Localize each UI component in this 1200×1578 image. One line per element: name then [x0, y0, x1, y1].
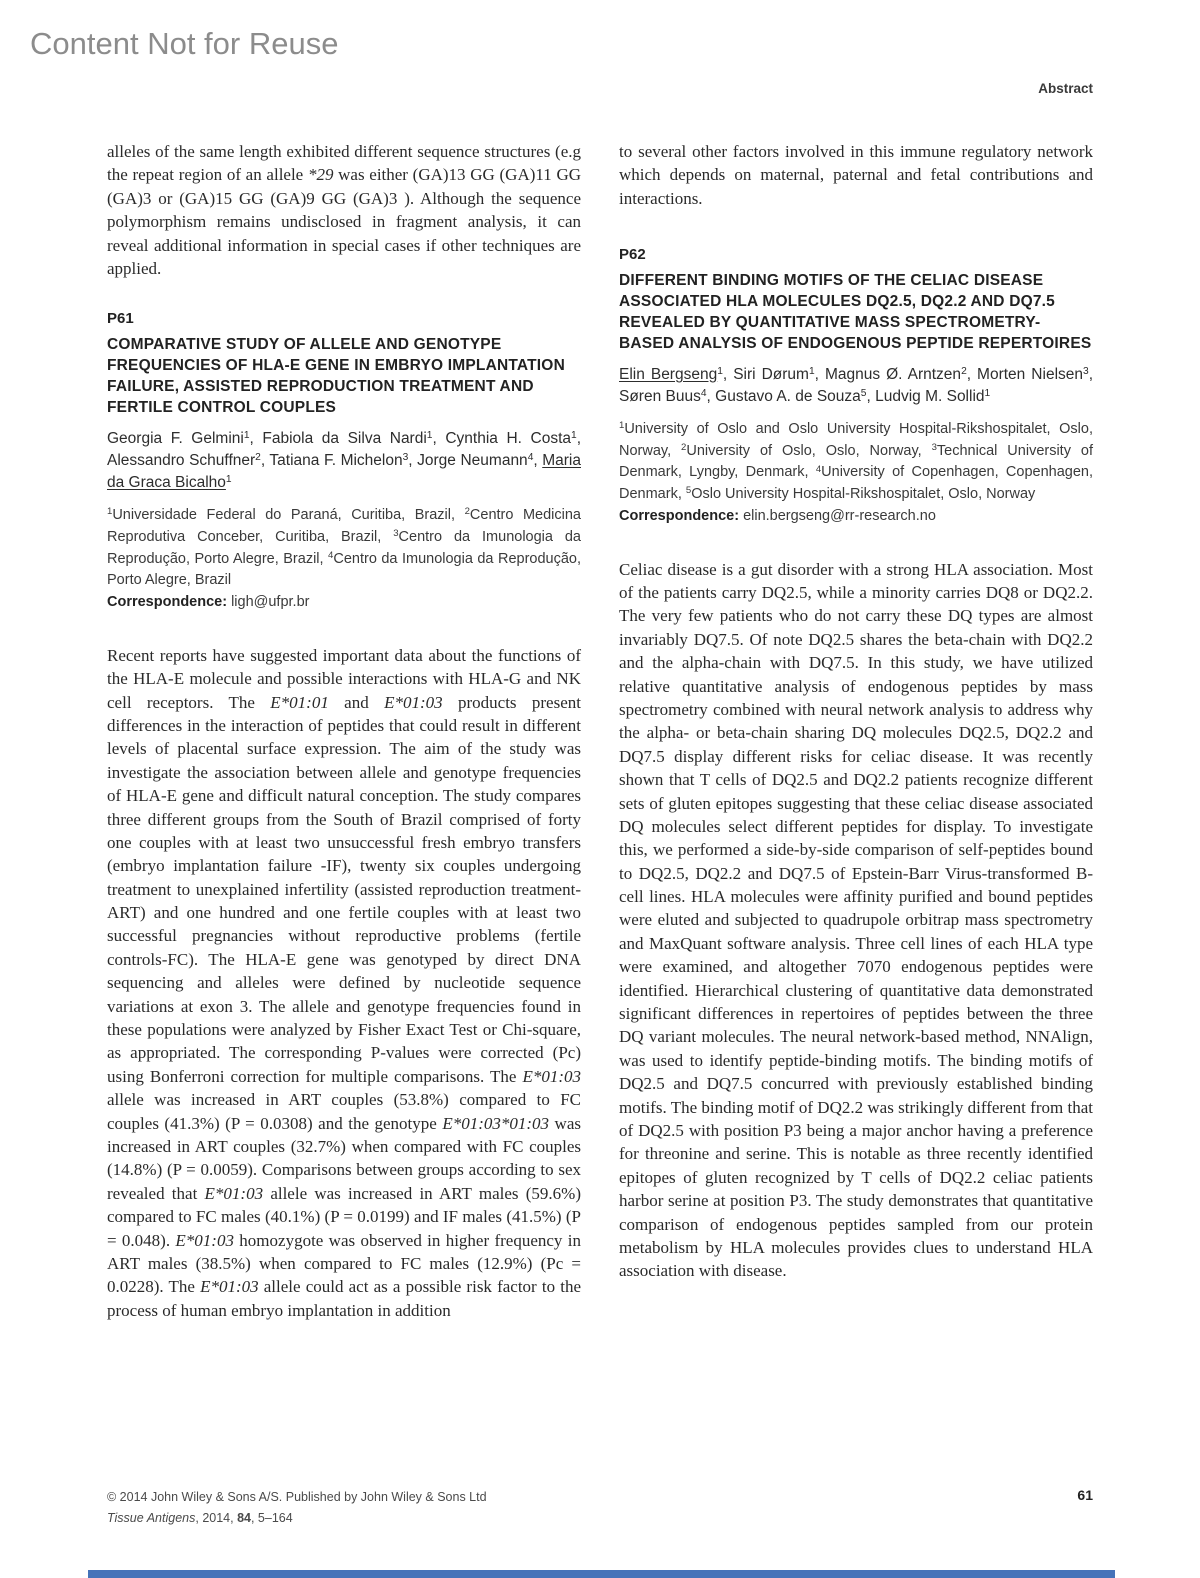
previous-abstract-continuation: alleles of the same length exhibited different sequence structures (e.g the repeat region of an allele *29 was either (GA)13 GG (GA)11 GG (GA)3 or (GA)15 GG (GA)9 GG (GA)3 ). Although the sequence polymorphism remains undisclosed in fragment analysis, it can reveal additional information in special cases if other techniques are applied. [107, 142, 581, 278]
correspondence-email: elin.bergseng@rr-research.no [743, 507, 936, 524]
footer-journal-reference: Tissue Antigens, 2014, 84, 5–164 [107, 1510, 293, 1525]
footer-copyright: © 2014 John Wiley & Sons A/S. Published by John Wiley & Sons Ltd [107, 1490, 487, 1504]
abstract-p62-authors: Elin Bergseng$^1$, Siri Dørum$^1$, Magnus Ø. Arntzen$^2$, Morten Nielsen$^3$, Søren Buus$^4$, Gustavo A. de Souza$^5$, Ludvig M. Sollid$^1$ [619, 365, 1094, 405]
correspondence-email: ligh@ufpr.br [231, 594, 310, 611]
abstract-p61-correspondence [107, 592, 581, 614]
bottom-accent-bar [88, 1570, 1115, 1578]
footer [107, 1487, 487, 1528]
abstract-p62-correspondence [619, 506, 1093, 528]
right-column [619, 140, 1093, 1283]
abstract-p61-affiliations: $^1$Universidade Federal do Paraná, Curitiba, Brazil, $^2$Centro Medicina Reprodutiva Conceber, Curitiba, Brazil, $^3$Centro da Imunologia da Reprodução, Porto Alegre, Brazil, $^4$Centro da Imunologia da Reprodução, Porto Alegre, Brazil [107, 506, 582, 589]
abstract-p62-title: DIFFERENT BINDING MOTIFS OF THE CELIAC DISEASE ASSOCIATED HLA MOLECULES DQ2.5, DQ2.2 AND DQ7.5 REVEALED BY QUANTITATIVE MASS SPECTROMETRY-BASED ANALYSIS OF ENDOGENOUS PEPTIDE REPERTOIRES [619, 272, 1092, 352]
watermark-text: Content Not for Reuse [30, 26, 339, 61]
page-number: 61 [1077, 1487, 1093, 1503]
abstract-p61-continuation: to several other factors involved in this immune regulatory network which depends on maternal, paternal and fetal contributions and interactions. [619, 142, 1093, 208]
correspondence-label: Correspondence: [107, 594, 228, 611]
abstract-p62-id: P62 [619, 246, 646, 264]
abstract-p62-affiliations: $^1$University of Oslo and Oslo University Hospital-Rikshospitalet, Oslo, Norway, $^2$University of Oslo, Oslo, Norway, $^3$Technical University of Denmark, Lyngby, Denmark, $^4$University of Copenhagen, Copenhagen, Denmark, $^5$Oslo University Hospital-Rikshospitalet, Oslo, Norway [619, 420, 1093, 503]
correspondence-label: Correspondence: [619, 507, 740, 524]
running-head-abstract: Abstract [1038, 81, 1093, 96]
abstract-p61-id: P61 [107, 310, 134, 328]
abstract-p61-body: Recent reports have suggested important data about the functions of the HLA-E molecule and possible interactions with HLA-G and NK cell receptors. The E*01:01 and E*01:03 products present differences in the interaction of peptides that could result in different levels of placental surface expression. The aim of the study was investigate the association between allele and genotype frequencies of HLA-E gene and difficult natural conception. The study compares three different groups from the South of Brazil comprised of forty one couples with at least two unsuccessful fresh embryo transfers (embryo implantation failure -IF), twenty six couples undergoing treatment to unexplained infertility (assisted reproduction treatment-ART) and one hundred and one fertile couples with at least two successful pregnancies without reproductive problems (fertile controls-FC). The HLA-E gene was genotyped by direct DNA sequencing and alleles were defined by nucleotide sequence variations at exon 3. The allele and genotype frequencies found in these populations were analyzed by Fisher Exact Test or Chi-square, as appropriated. The corresponding P-values were corrected (Pc) using Bonferroni correction for multiple comparisons. The E*01:03 allele was increased in ART couples (53.8%) compared to FC couples (41.3%) (P = 0.0308) and the genotype E*01:03*01:03 was increased in ART couples (32.7%) when compared with FC couples (14.8%) (P = 0.0059). Comparisons between groups according to sex revealed that E*01:03 allele was increased in ART males (59.6%) compared to FC males (40.1%) (P = 0.0199) and IF males (41.5%) (P = 0.048). E*01:03 homozygote was observed in higher frequency in ART males (38.5%) when compared to FC males (12.9%) (Pc = 0.0228). The E*01:03 allele could act as a possible risk factor to the process of human embryo implantation in addition [107, 645, 581, 1320]
abstract-p61-authors: Georgia F. Gelmini$^1$, Fabiola da Silva Nardi$^1$, Cynthia H. Costa$^1$, Alessandro Schuffner$^2$, Tatiana F. Michelon$^3$, Jorge Neumann$^4$, Maria da Graca Bicalho$^1$ [107, 429, 582, 492]
left-column [107, 140, 581, 1322]
abstract-p62-body: Celiac disease is a gut disorder with a strong HLA association. Most of the patients carry DQ2.5, while a minority carries DQ8 or DQ2.2. The very few patients who do not carry these DQ types are almost invariably DQ7.5. Of note DQ2.5 shares the beta-chain with DQ2.2 and the alpha-chain with DQ7.5. In this study, we have utilized relative quantitative analysis of endogenous peptides by mass spectrometry combined with neural network analysis to address why the alpha- or beta-chain sharing DQ molecules DQ2.5, DQ2.2 and DQ7.5 display different risks for celiac disease. It was recently shown that T cells of DQ2.5 and DQ2.2 patients recognize different sets of gluten epitopes suggesting that these celiac disease associated DQ molecules select different peptides for display. To investigate this, we performed a side-by-side comparison of self-peptides bound to DQ2.5, DQ2.2 and DQ7.5 of Epstein-Barr Virus-transformed B-cell lines. HLA molecules were affinity purified and bound peptides were eluted and subjected to quadrupole orbitrap mass spectrometry and MaxQuant software analysis. Three cell lines of each HLA type were examined, and altogether 7070 endogenous peptides were identified. Hierarchical clustering of quantitative data demonstrated significant differences in repertoires of peptides between the three DQ variant molecules. The neural network-based method, NNAlign, was used to identify peptide-binding motifs. The binding motifs of DQ2.5 and DQ7.5 concurred with previously established binding motifs. The binding motif of DQ2.2 was strikingly different from that of DQ2.5 with position P3 being a major anchor having a preference for threonine and serine. This is notable as three recently identified epitopes of gluten recognized by T cells of DQ2.2 celiac patients harbor serine at position P3. The study demonstrates that quantitative comparison of endogenous peptides sampled from our protein metabolism by HLA molecules provides clues to understand HLA association with disease. [619, 559, 1093, 1281]
abstract-p61-title: COMPARATIVE STUDY OF ALLELE AND GENOTYPE FREQUENCIES OF HLA-E GENE IN EMBRYO IMPLANTATION FAILURE, ASSISTED REPRODUCTION TREATMENT AND FERTILE CONTROL COUPLES [107, 336, 565, 417]
